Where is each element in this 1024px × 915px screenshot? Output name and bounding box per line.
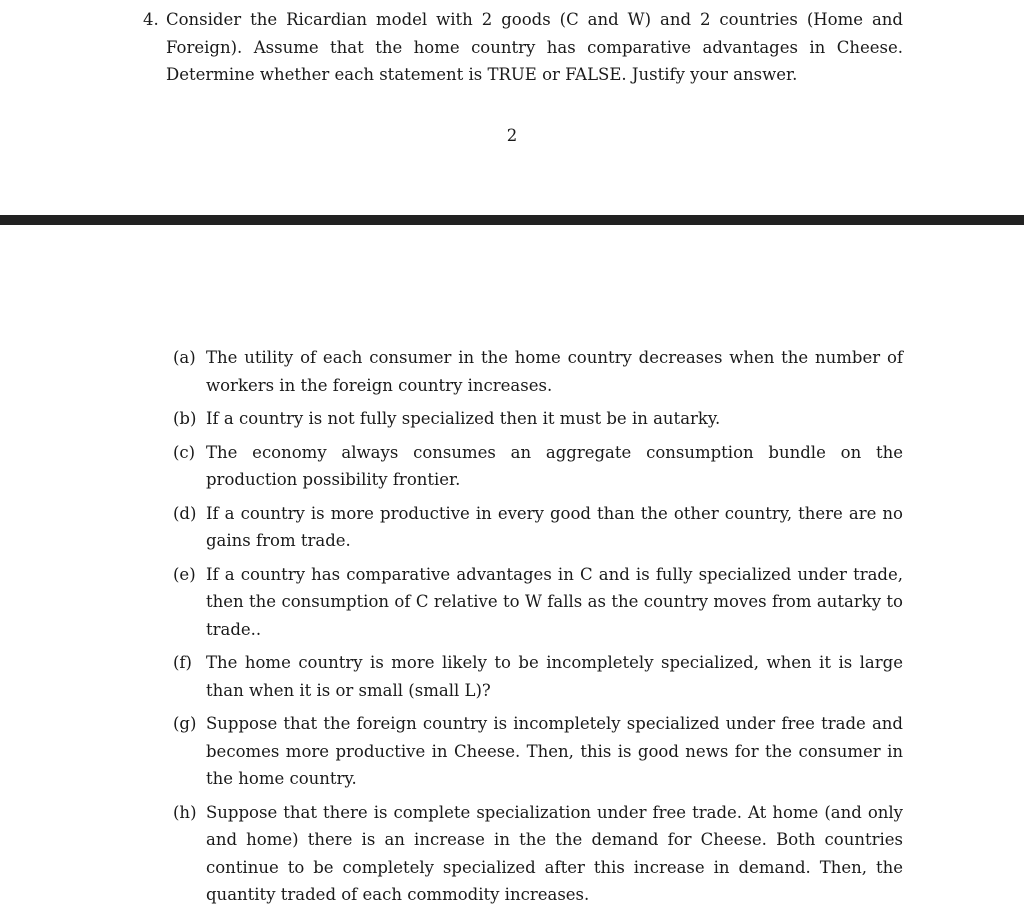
- statement-item-b: [173, 405, 903, 433]
- statement-item-c: [173, 439, 903, 494]
- statement-item-a: [173, 344, 903, 399]
- statement-item-f: [173, 649, 903, 704]
- statement-label: (f): [173, 653, 192, 672]
- statement-text: The economy always consumes an aggregate consumption bundle on the production possibility frontier.: [206, 442, 903, 489]
- statement-text: If a country is not fully specialized then it must be in autarky.: [206, 409, 721, 428]
- question-number: 4.: [143, 10, 159, 29]
- statement-text: Suppose that there is complete specialization under free trade. At home (and only and home) there is an increase in the the demand for Cheese. Both countries continue to be completely specialized after this increase in demand. Then, the quantity traded of each commodity increases.: [206, 802, 903, 904]
- statement-text: If a country is more productive in every good than the other country, there are no gains from trade.: [206, 503, 903, 550]
- statement-label: (e): [173, 564, 196, 584]
- statement-label: (h): [173, 802, 197, 822]
- statement-label: (d): [173, 503, 197, 523]
- statement-item-d: [173, 500, 903, 555]
- statement-label: (c): [173, 442, 196, 462]
- statement-item-h: [173, 799, 903, 909]
- statement-text: The home country is more likely to be incompletely specialized, when it is large than when it is or small (small L)?: [206, 653, 903, 700]
- page-break-divider: [0, 215, 1024, 225]
- question-4: [143, 6, 903, 89]
- statement-label: (a): [173, 348, 196, 367]
- page-number: 2: [506, 126, 518, 145]
- statement-text: Suppose that the foreign country is incompletely specialized under free trade and becomes more productive in Cheese. Then, this is good news for the consumer in the home country.: [206, 714, 903, 788]
- statement-label: (g): [173, 714, 197, 733]
- statement-item-e: [173, 561, 903, 644]
- statement-item-g: [173, 710, 903, 793]
- previous-page-section: [0, 0, 1024, 215]
- statement-text: If a country has comparative advantages in C and is fully specialized under trade, then the consumption of C relative to W falls as the country moves from autarky to trade..: [206, 564, 903, 639]
- statement-label: (b): [173, 409, 197, 428]
- statement-list: [173, 344, 903, 915]
- statement-text: The utility of each consumer in the home country decreases when the number of workers in the foreign country increases.: [206, 348, 903, 395]
- question-text: Consider the Ricardian model with 2 goods (C and W) and 2 countries (Home and Foreign). Assume that the home country has comparative advantages in Cheese. Determine whether each statement is TRUE or FALSE. Justify your answer.: [166, 10, 903, 84]
